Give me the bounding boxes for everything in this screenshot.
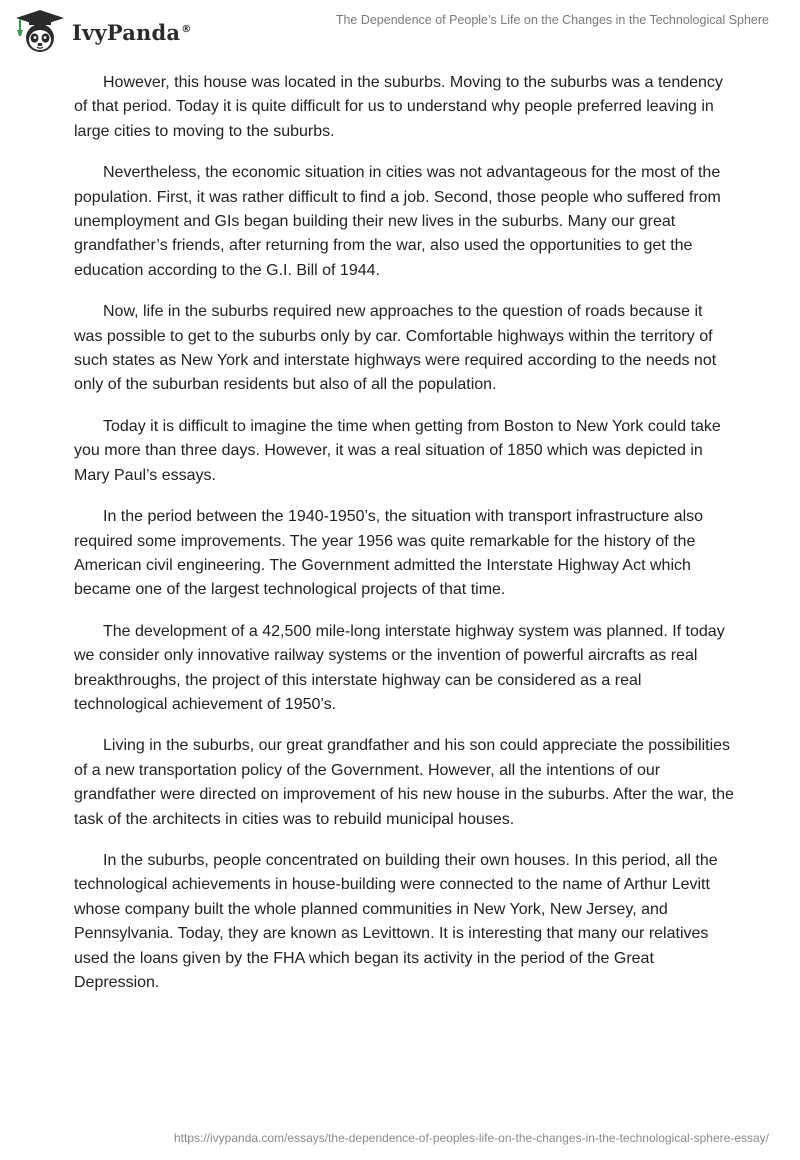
logo-text: IvyPanda® xyxy=(72,19,192,45)
paragraph: However, this house was located in the suburbs. Moving to the suburbs was a tendency of that period. Today it is quite difficult for us to understand why people preferred leaving in large cities to moving to the suburbs. xyxy=(74,74,723,140)
paragraph: Living in the suburbs, our great grandfather and his son could appreciate the possibilities of a new transportation policy of the Government. However, all the intentions of our grandfather were directed on improvement of his new house in the suburbs. After the war, the task of the architects in cities was to rebuild municipal houses. xyxy=(74,737,734,828)
panda-graduate-icon xyxy=(14,8,66,54)
source-url[interactable]: https://ivypanda.com/essays/the-dependence-of-peoples-life-on-the-changes-in-the-technological-sphere-essay/ xyxy=(174,1131,769,1145)
essay-body xyxy=(74,71,734,1012)
page-header xyxy=(0,0,800,60)
paragraph: In the suburbs, people concentrated on building their own houses. In this period, all the technological achievements in house-building were connected to the name of Arthur Levitt whose company built the whole planned communities in New York, New Jersey, and Pennsylvania. Today, they are known as Levittown. It is interesting that many our relatives used the loans given by the FHA which began its activity in the period of the Great Depression. xyxy=(74,851,718,991)
document-title: The Dependence of People’s Life on the Changes in the Technological Sphere xyxy=(335,13,769,27)
paragraph: Now, life in the suburbs required new approaches to the question of roads because it was possible to get to the suburbs only by car. Comfortable highways within the territory of such states as New York and interstate highways were required according to the needs not only of the suburban residents but also of all the population. xyxy=(74,303,717,394)
paragraph: Nevertheless, the economic situation in cities was not advantageous for the most of the population. First, it was rather difficult to find a job. Second, those people who suffered from unemployment and GIs began building their new lives in the suburbs. Many our great grandfather’s friends, after returning from the war, also used the opportunities to get the education according to the G.I. Bill of 1944. xyxy=(74,164,721,279)
paragraph: The development of a 42,500 mile-long interstate highway system was planned. If today we consider only innovative railway systems or the invention of powerful aircrafts as real breakthroughs, the project of this interstate highway can be considered as a real technological achievement of 1950’s. xyxy=(74,622,725,713)
ivypanda-logo[interactable] xyxy=(14,8,191,54)
paragraph: Today it is difficult to imagine the time when getting from Boston to New York could take you more than three days. However, it was a real situation of 1850 which was depicted in Mary Paul’s essays. xyxy=(74,417,721,484)
paragraph: In the period between the 1940-1950’s, the situation with transport infrastructure also required some improvements. The year 1956 was quite remarkable for the history of the American civil engineering. The Government admitted the Interstate Highway Act which became one of the largest technological projects of that time. xyxy=(74,508,704,599)
registered-mark: ® xyxy=(181,23,192,35)
